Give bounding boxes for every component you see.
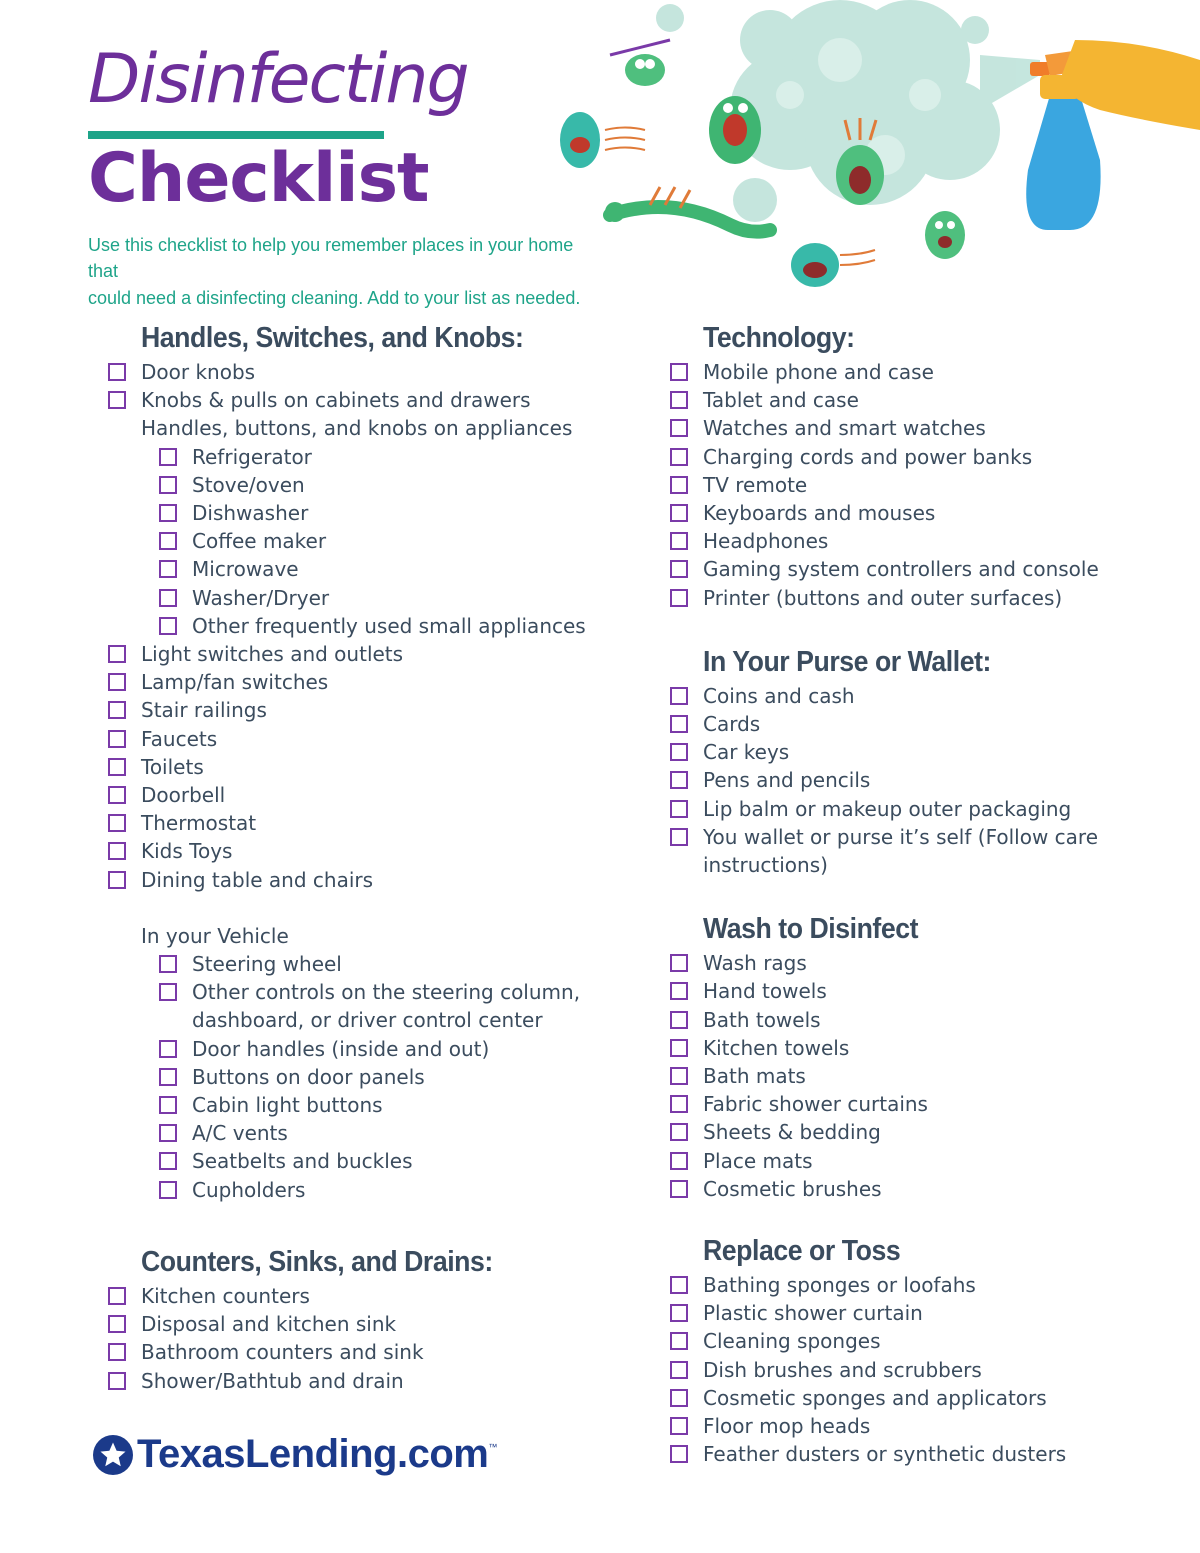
- checklist-item[interactable]: Light switches and outlets: [108, 640, 628, 668]
- checkbox[interactable]: [159, 1096, 177, 1114]
- checklist-item[interactable]: Plastic shower curtain: [670, 1299, 1150, 1327]
- checklist-item[interactable]: Kids Toys: [108, 837, 628, 865]
- checkbox[interactable]: [159, 1040, 177, 1058]
- checkbox[interactable]: [670, 419, 688, 437]
- checkbox[interactable]: [670, 1152, 688, 1170]
- checkbox[interactable]: [108, 1287, 126, 1305]
- checklist-item[interactable]: Coffee maker: [159, 527, 628, 555]
- checkbox[interactable]: [670, 1445, 688, 1463]
- checkbox[interactable]: [108, 391, 126, 409]
- checkbox[interactable]: [670, 1039, 688, 1057]
- checklist-item[interactable]: Steering wheel: [159, 950, 628, 978]
- checkbox[interactable]: [670, 1389, 688, 1407]
- checklist-item[interactable]: Washer/Dryer: [159, 584, 628, 612]
- checklist-item[interactable]: Pens and pencils: [670, 766, 1150, 794]
- checkbox[interactable]: [159, 1152, 177, 1170]
- checkbox[interactable]: [108, 645, 126, 663]
- checkbox[interactable]: [159, 560, 177, 578]
- checkbox[interactable]: [670, 771, 688, 789]
- checklist-item[interactable]: TV remote: [670, 471, 1150, 499]
- checklist-item[interactable]: Cards: [670, 710, 1150, 738]
- checkbox[interactable]: [670, 954, 688, 972]
- checkbox[interactable]: [108, 673, 126, 691]
- checklist-item[interactable]: Charging cords and power banks: [670, 443, 1150, 471]
- section-title-wash: Wash to Disinfect: [703, 913, 919, 946]
- section-title-technology: Technology:: [703, 322, 855, 354]
- checkbox[interactable]: [670, 1180, 688, 1198]
- checkbox[interactable]: [108, 842, 126, 860]
- checklist-item[interactable]: Seatbelts and buckles: [159, 1147, 628, 1175]
- right-column: [670, 318, 1150, 1469]
- spray-bottle-icon: [1026, 40, 1200, 230]
- checkbox[interactable]: [670, 448, 688, 466]
- checklist-item[interactable]: Sheets & bedding: [670, 1118, 1150, 1146]
- checklist-item[interactable]: Toilets: [108, 753, 628, 781]
- checkbox[interactable]: [108, 730, 126, 748]
- checklist-item[interactable]: Cosmetic brushes: [670, 1175, 1150, 1203]
- checklist-item[interactable]: Bath towels: [670, 1006, 1150, 1034]
- checklist-item[interactable]: Coins and cash: [670, 682, 1150, 710]
- title-divider: [88, 131, 384, 139]
- checklist-item[interactable]: Other frequently used small appliances: [159, 612, 628, 640]
- checklist-item[interactable]: Headphones: [670, 527, 1150, 555]
- checklist-item[interactable]: Watches and smart watches: [670, 414, 1150, 442]
- section-title-replace: Replace or Toss: [703, 1235, 901, 1268]
- section-title-purse: In Your Purse or Wallet:: [703, 645, 991, 678]
- checkbox[interactable]: [670, 1361, 688, 1379]
- checkbox[interactable]: [159, 504, 177, 522]
- checklist-item[interactable]: Cupholders: [159, 1176, 628, 1204]
- section-title-handles: Handles, Switches, and Knobs:: [141, 322, 524, 354]
- checklist-item[interactable]: Dish brushes and scrubbers: [670, 1356, 1150, 1384]
- checkbox[interactable]: [670, 1304, 688, 1322]
- intro-text: [88, 232, 588, 311]
- section-title-counters: Counters, Sinks, and Drains:: [141, 1245, 493, 1278]
- checkbox[interactable]: [108, 1343, 126, 1361]
- checklist-item[interactable]: Dishwasher: [159, 499, 628, 527]
- checklist-item[interactable]: Tablet and case: [670, 386, 1150, 414]
- checklist-item[interactable]: Door handles (inside and out): [159, 1035, 628, 1063]
- checkbox[interactable]: [670, 982, 688, 1000]
- checkbox[interactable]: [159, 448, 177, 466]
- checkbox[interactable]: [670, 1095, 688, 1113]
- checklist-item[interactable]: Microwave: [159, 555, 628, 583]
- checklist-item[interactable]: Buttons on door panels: [159, 1063, 628, 1091]
- checklist-item[interactable]: Floor mop heads: [670, 1412, 1150, 1440]
- vehicle-label: In your Vehicle: [141, 923, 289, 948]
- checkbox[interactable]: [670, 1332, 688, 1350]
- checklist-item[interactable]: Bathroom counters and sink: [108, 1338, 628, 1366]
- checkbox[interactable]: [670, 715, 688, 733]
- checkbox[interactable]: [670, 589, 688, 607]
- checklist-item[interactable]: Other controls on the steering column, dashboard, or driver control center: [159, 978, 628, 1034]
- checkbox[interactable]: [670, 476, 688, 494]
- checkbox[interactable]: [670, 391, 688, 409]
- checkbox[interactable]: [159, 1124, 177, 1142]
- checkbox[interactable]: [670, 800, 688, 818]
- checklist-item[interactable]: Cosmetic sponges and applicators: [670, 1384, 1150, 1412]
- checklist-item[interactable]: Lip balm or makeup outer packaging: [670, 795, 1150, 823]
- checkbox[interactable]: [108, 1372, 126, 1390]
- checkbox[interactable]: [670, 1067, 688, 1085]
- checklist-item[interactable]: A/C vents: [159, 1119, 628, 1147]
- germ-icon: [709, 96, 761, 164]
- checkbox[interactable]: [108, 363, 126, 381]
- germ-icon: [610, 40, 670, 86]
- left-column: [108, 318, 628, 1395]
- checkbox[interactable]: [670, 363, 688, 381]
- title-script: Disinfecting: [88, 40, 468, 119]
- page-title: Checklist: [88, 139, 429, 218]
- germ-icon: [791, 243, 875, 287]
- checkbox[interactable]: [670, 532, 688, 550]
- intro-line-2: could need a disinfecting cleaning. Add to your list as needed.: [88, 287, 581, 308]
- checklist-item[interactable]: Car keys: [670, 738, 1150, 766]
- germ-spray-illustration: [540, 0, 1200, 310]
- checkbox[interactable]: [670, 504, 688, 522]
- checkbox[interactable]: [670, 687, 688, 705]
- checklist-item[interactable]: Doorbell: [108, 781, 628, 809]
- checklist-item[interactable]: Wash rags: [670, 949, 1150, 977]
- checklist-item[interactable]: Refrigerator: [159, 443, 628, 471]
- checklist-item[interactable]: Kitchen counters: [108, 1282, 628, 1310]
- logo-text: TexasLending.com: [137, 1432, 489, 1476]
- checklist-item[interactable]: Lamp/fan switches: [108, 668, 628, 696]
- checkbox[interactable]: [108, 871, 126, 889]
- texaslending-logo[interactable]: [93, 1432, 497, 1477]
- checklist-item[interactable]: Disposal and kitchen sink: [108, 1310, 628, 1338]
- checkbox[interactable]: [159, 983, 177, 1001]
- checklist-item[interactable]: Cabin light buttons: [159, 1091, 628, 1119]
- checklist-item[interactable]: Place mats: [670, 1147, 1150, 1175]
- checkbox[interactable]: [670, 828, 688, 846]
- checkbox[interactable]: [159, 589, 177, 607]
- germ-icon: [560, 112, 645, 168]
- checklist-item[interactable]: Feather dusters or synthetic dusters: [670, 1440, 1150, 1468]
- checkbox[interactable]: [108, 786, 126, 804]
- checklist-item[interactable]: Thermostat: [108, 809, 628, 837]
- checkbox[interactable]: [159, 1068, 177, 1086]
- checklist-item[interactable]: Cleaning sponges: [670, 1327, 1150, 1355]
- checkbox[interactable]: [670, 1417, 688, 1435]
- checkbox[interactable]: [670, 743, 688, 761]
- checklist-item[interactable]: Knobs & pulls on cabinets and drawers: [108, 386, 628, 414]
- checklist-item[interactable]: Stair railings: [108, 696, 628, 724]
- checklist-item[interactable]: Fabric shower curtains: [670, 1090, 1150, 1118]
- checkbox[interactable]: [159, 532, 177, 550]
- checklist-item[interactable]: Dining table and chairs: [108, 866, 628, 894]
- checklist-item[interactable]: Mobile phone and case: [670, 358, 1150, 386]
- checklist-item[interactable]: Printer (buttons and outer surfaces): [670, 584, 1150, 612]
- checkbox[interactable]: [108, 1315, 126, 1333]
- star-icon: [93, 1435, 133, 1475]
- checklist-item[interactable]: Door knobs: [108, 358, 628, 386]
- checkbox[interactable]: [670, 1276, 688, 1294]
- checklist-item[interactable]: Bath mats: [670, 1062, 1150, 1090]
- checklist-item[interactable]: Faucets: [108, 725, 628, 753]
- trademark-symbol: ™: [488, 1442, 498, 1452]
- checkbox[interactable]: [108, 758, 126, 776]
- checklist-item[interactable]: Kitchen towels: [670, 1034, 1150, 1062]
- checklist-item[interactable]: Gaming system controllers and console: [670, 555, 1150, 583]
- checkbox[interactable]: [670, 1011, 688, 1029]
- intro-line-1: Use this checklist to help you remember places in your home that: [88, 235, 574, 282]
- checkbox[interactable]: [159, 617, 177, 635]
- checkbox[interactable]: [108, 701, 126, 719]
- appliances-label: Handles, buttons, and knobs on appliances: [141, 416, 573, 441]
- checkbox[interactable]: [159, 476, 177, 494]
- checkbox[interactable]: [670, 560, 688, 578]
- germ-icon: [925, 211, 965, 259]
- checklist-item[interactable]: Hand towels: [670, 977, 1150, 1005]
- checkbox[interactable]: [159, 1181, 177, 1199]
- checklist-item[interactable]: Bathing sponges or loofahs: [670, 1271, 1150, 1299]
- checklist-item[interactable]: Stove/oven: [159, 471, 628, 499]
- checklist-item[interactable]: You wallet or purse it’s self (Follow care instructions): [670, 823, 1150, 879]
- checkbox[interactable]: [108, 814, 126, 832]
- checkbox[interactable]: [670, 1123, 688, 1141]
- checkbox[interactable]: [159, 955, 177, 973]
- checklist-item[interactable]: Keyboards and mouses: [670, 499, 1150, 527]
- checklist-item[interactable]: Shower/Bathtub and drain: [108, 1367, 628, 1395]
